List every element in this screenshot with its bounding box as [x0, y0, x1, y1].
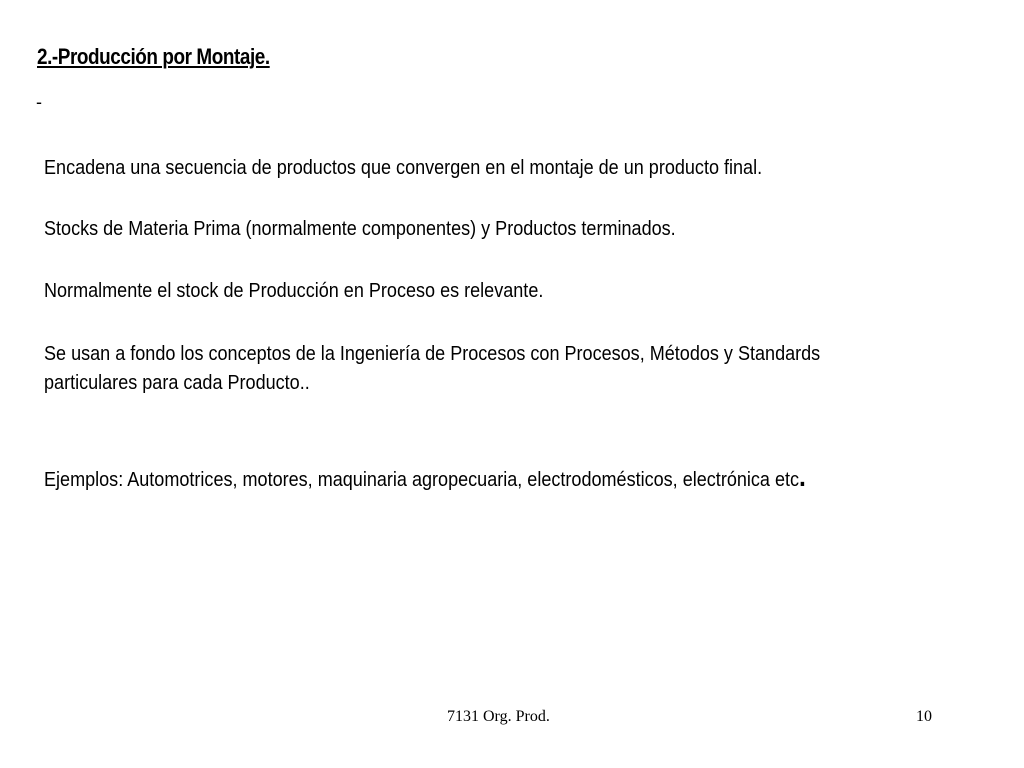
page-number: 10 — [916, 708, 932, 725]
paragraph-1: Encadena una secuencia de productos que convergen en el montaje de un producto final. — [44, 156, 763, 179]
paragraph-4 — [44, 339, 959, 397]
paragraph-4-line-1: Se usan a fondo los conceptos de la Ingeniería de Procesos con Procesos, Métodos y Standards — [44, 342, 821, 365]
paragraph-4-line-2: particulares para cada Producto.. — [44, 371, 310, 394]
bullet-dash: - — [36, 92, 42, 112]
examples-text: Ejemplos: Automotrices, motores, maquinaria agropecuaria, electrodomésticos, electrónica etc — [44, 468, 800, 491]
paragraph-2: Stocks de Materia Prima (normalmente componentes) y Productos terminados. — [44, 217, 676, 240]
slide-title: 2.-Producción por Montaje. — [37, 44, 270, 69]
paragraph-3: Normalmente el stock de Producción en Proceso es relevante. — [44, 279, 544, 302]
examples-period: . — [799, 461, 806, 492]
footer-course: 7131 Org. Prod. — [447, 708, 550, 725]
examples-paragraph — [44, 461, 959, 494]
